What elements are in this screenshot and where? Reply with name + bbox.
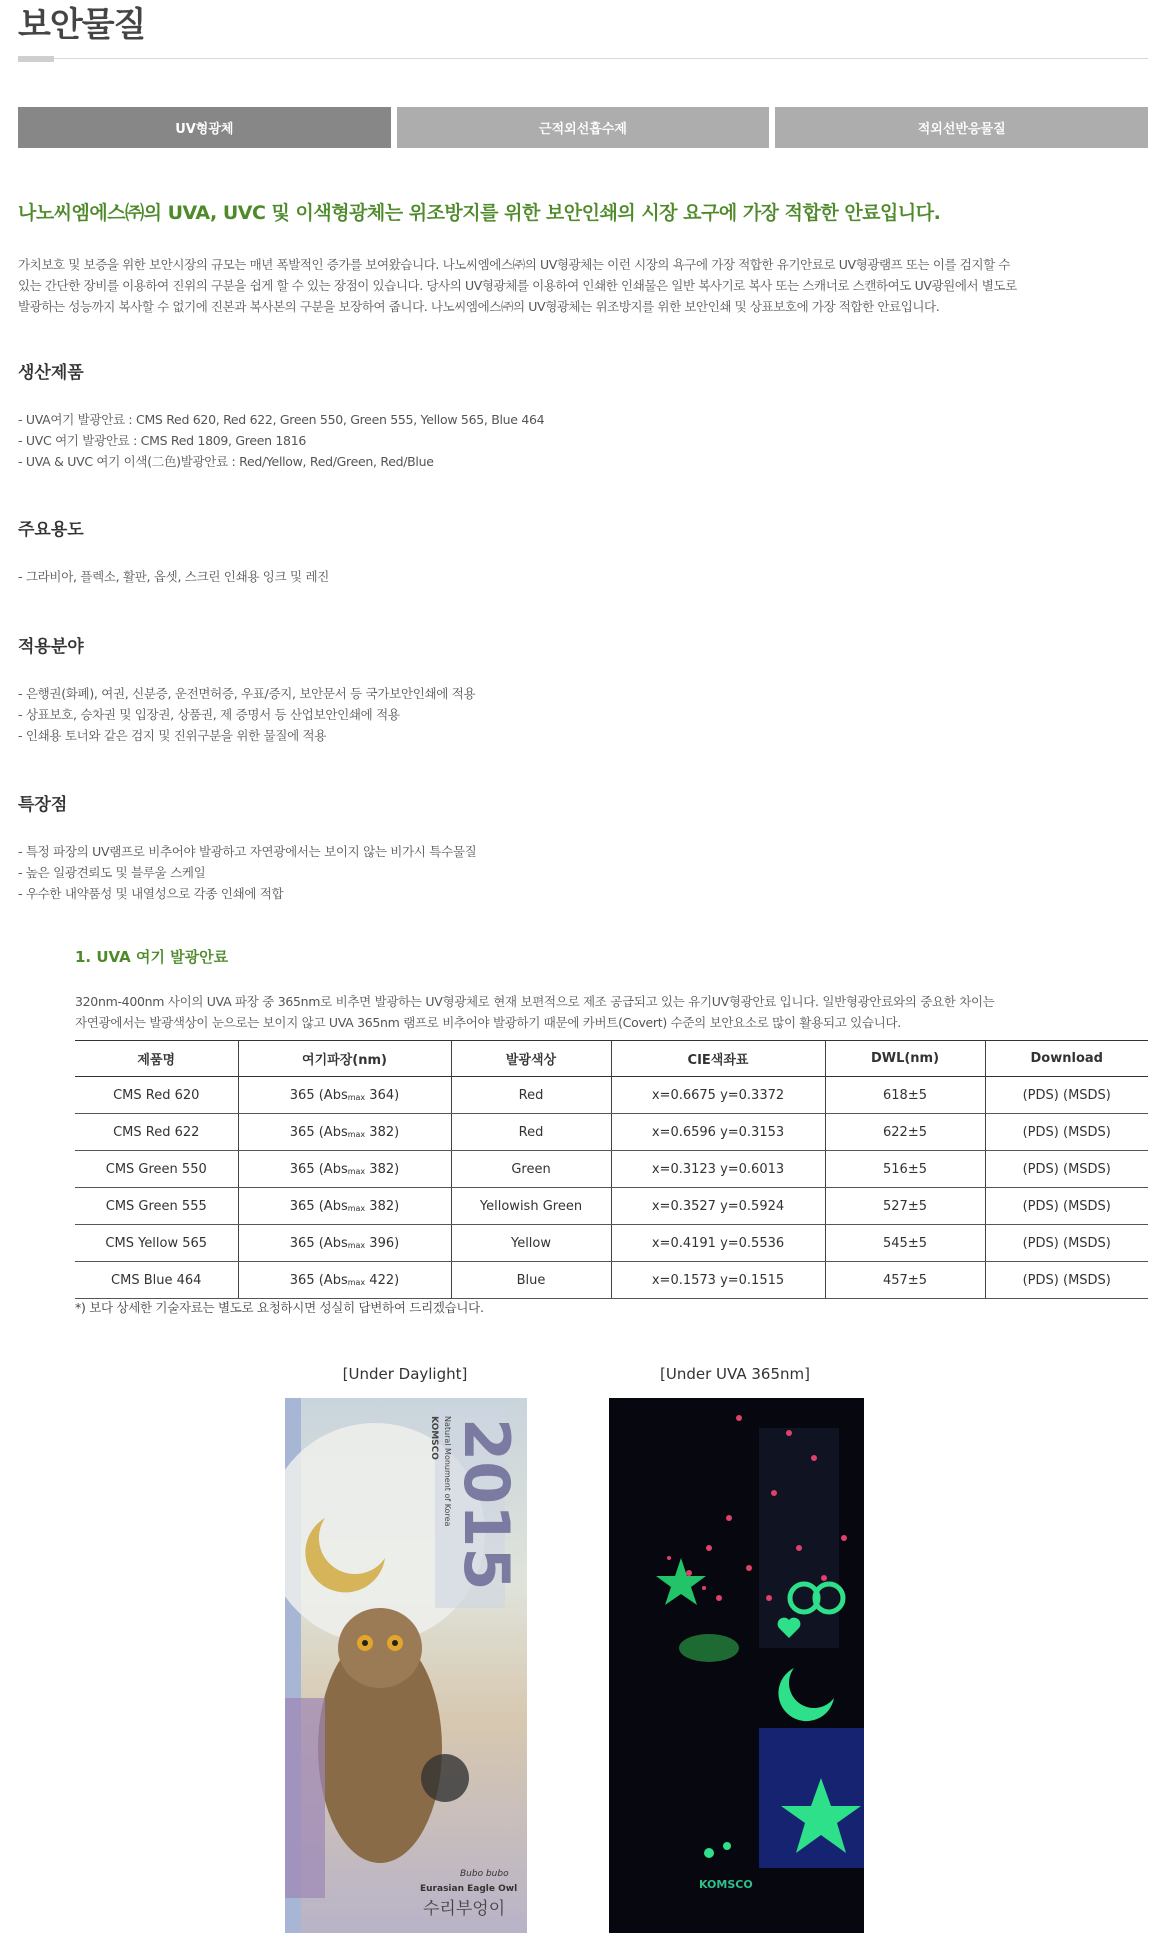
material-tabs xyxy=(18,107,1148,148)
abs-subscript: max xyxy=(347,1277,366,1287)
abs-subscript: max xyxy=(347,1240,366,1250)
list-item: - 높은 일광견뢰도 및 블루울 스케일 xyxy=(18,865,206,880)
page-title: 보안물질 xyxy=(18,5,146,45)
msds-download-link[interactable]: (MSDS) xyxy=(1063,1272,1111,1288)
msds-download-link[interactable]: (MSDS) xyxy=(1063,1087,1111,1103)
download-cell xyxy=(985,1188,1148,1225)
dwl-cell: 545±5 xyxy=(825,1225,985,1262)
abs-prefix: 365 (Abs xyxy=(289,1235,348,1251)
daylight-caption: [Under Daylight] xyxy=(342,1365,468,1383)
abs-close: ) xyxy=(394,1087,400,1103)
banknote-year: 2015 xyxy=(450,1418,523,1591)
col-header-cie: CIE색좌표 xyxy=(611,1041,825,1077)
uva-desc-line: 320nm-400nm 사이의 UVA 파장 중 365nm로 비추면 발광하는 UV형광체로 현재 보편적으로 제조 공급되고 있는 유기UV형광안료 입니다. 일반형광안료와의 중요한 차이는 xyxy=(75,994,995,1009)
section-features xyxy=(18,790,1118,904)
pds-download-link[interactable]: (PDS) xyxy=(1022,1198,1059,1214)
cie-cell: x=0.6596 y=0.3153 xyxy=(611,1114,825,1151)
product-name-cell: CMS Red 622 xyxy=(75,1114,238,1151)
abs-close: ) xyxy=(394,1161,400,1177)
product-name-cell: CMS Red 620 xyxy=(75,1077,238,1114)
emission-color-cell: Green xyxy=(451,1151,611,1188)
cie-cell: x=0.6675 y=0.3372 xyxy=(611,1077,825,1114)
abs-close: ) xyxy=(394,1198,400,1214)
excitation-cell xyxy=(238,1225,451,1262)
msds-download-link[interactable]: (MSDS) xyxy=(1063,1198,1111,1214)
abs-close: ) xyxy=(394,1124,400,1140)
banknote-uva-art xyxy=(609,1398,864,1933)
banknote-subtitle: Natural Monument of Korea xyxy=(443,1416,452,1527)
product-name-cell: CMS Blue 464 xyxy=(75,1262,238,1299)
table-row xyxy=(75,1077,1148,1114)
abs-value: 382 xyxy=(369,1124,395,1140)
download-cell xyxy=(985,1151,1148,1188)
abs-value: 396 xyxy=(369,1235,395,1251)
pds-download-link[interactable]: (PDS) xyxy=(1022,1087,1059,1103)
download-cell xyxy=(985,1077,1148,1114)
abs-prefix: 365 (Abs xyxy=(289,1161,348,1177)
section-title: 특장점 xyxy=(18,795,68,815)
uva-section-title: 1. UVA 여기 발광안료 xyxy=(75,948,229,966)
col-header-dwl: DWL(nm) xyxy=(825,1041,985,1077)
abs-value: 364 xyxy=(369,1087,395,1103)
pds-download-link[interactable]: (PDS) xyxy=(1022,1161,1059,1177)
banknote-name-ko: 수리부엉이 xyxy=(423,1899,506,1919)
list-item: - 우수한 내약품성 및 내열성으로 각종 인쇄에 적합 xyxy=(18,886,284,901)
list-item: - 은행권(화폐), 여권, 신분증, 운전면허증, 우표/증지, 보안문서 등 국가보안인쇄에 적용 xyxy=(18,686,476,701)
abs-prefix: 365 (Abs xyxy=(289,1087,348,1103)
cie-cell: x=0.3527 y=0.5924 xyxy=(611,1188,825,1225)
table-header-row xyxy=(75,1041,1148,1077)
excitation-cell xyxy=(238,1262,451,1299)
dwl-cell: 527±5 xyxy=(825,1188,985,1225)
emission-color-cell: Blue xyxy=(451,1262,611,1299)
banknote-daylight-art xyxy=(285,1398,527,1933)
uva-spec-table xyxy=(75,1040,1148,1299)
msds-download-link[interactable]: (MSDS) xyxy=(1063,1124,1111,1140)
product-name-cell: CMS Green 555 xyxy=(75,1188,238,1225)
list-item: - 그라비아, 플렉소, 활판, 옵셋, 스크린 인쇄용 잉크 및 레진 xyxy=(18,569,330,584)
abs-prefix: 365 (Abs xyxy=(289,1124,348,1140)
abs-subscript: max xyxy=(347,1092,366,1102)
title-accent-bar xyxy=(18,56,54,62)
abs-value: 422 xyxy=(369,1272,395,1288)
intro-text xyxy=(18,254,1148,317)
section-title: 주요용도 xyxy=(18,520,84,540)
abs-prefix: 365 (Abs xyxy=(289,1272,348,1288)
dwl-cell: 516±5 xyxy=(825,1151,985,1188)
banknote-name-en: Eurasian Eagle Owl xyxy=(420,1884,518,1894)
abs-value: 382 xyxy=(369,1198,395,1214)
table-body xyxy=(75,1077,1148,1299)
title-divider xyxy=(18,58,1148,59)
banknote-uva-image xyxy=(609,1398,864,1933)
abs-subscript: max xyxy=(347,1203,366,1213)
section-title: 적용분야 xyxy=(18,637,84,657)
product-name-cell: CMS Green 550 xyxy=(75,1151,238,1188)
section-title: 생산제품 xyxy=(18,363,84,383)
dwl-cell: 457±5 xyxy=(825,1262,985,1299)
col-header-excitation: 여기파장(nm) xyxy=(238,1041,451,1077)
section-fields xyxy=(18,632,1118,746)
uva-caption: [Under UVA 365nm] xyxy=(660,1365,810,1383)
cie-cell: x=0.4191 y=0.5536 xyxy=(611,1225,825,1262)
pds-download-link[interactable]: (PDS) xyxy=(1022,1235,1059,1251)
uva-desc-line: 자연광에서는 발광색상이 눈으로는 보이지 않고 UVA 365nm 램프로 비추어야 발광하기 때문에 카버트(Covert) 수준의 보안요소로 많이 활용되고 있습니다. xyxy=(75,1015,901,1030)
emission-color-cell: Yellowish Green xyxy=(451,1188,611,1225)
list-item: - UVA여기 발광안료 : CMS Red 620, Red 622, Green 550, Green 555, Yellow 565, Blue 464 xyxy=(18,412,545,427)
section-uses xyxy=(18,515,1118,587)
uva-banknote-brand: KOMSCO xyxy=(699,1878,753,1891)
abs-value: 382 xyxy=(369,1161,395,1177)
tech-note: *) 보다 상세한 기술자료는 별도로 요청하시면 성실히 답변하여 드리겠습니다. xyxy=(75,1300,484,1315)
excitation-cell xyxy=(238,1077,451,1114)
intro-line: 있는 간단한 장비를 이용하여 진위의 구분을 쉽게 할 수 있는 장점이 있습니다. 당사의 UV형광체를 이용하여 인쇄한 인쇄물은 일반 복사기로 복사 또는 스캐너로 스캔하여도 UV광원에서 별도로 xyxy=(18,278,1017,293)
download-cell xyxy=(985,1262,1148,1299)
col-header-emission-color: 발광색상 xyxy=(451,1041,611,1077)
table-row xyxy=(75,1225,1148,1262)
abs-close: ) xyxy=(394,1235,400,1251)
intro-line: 발광하는 성능까지 복사할 수 없기에 진본과 복사본의 구분을 보장하여 줍니다. 나노씨엠에스㈜의 UV형광체는 위조방지를 위한 보안인쇄 및 상표보호에 가장 적합한 안료입니다. xyxy=(18,299,940,314)
banknote-brand: KOMSCO xyxy=(429,1416,439,1460)
list-item: - UVC 여기 발광안료 : CMS Red 1809, Green 1816 xyxy=(18,433,307,448)
dwl-cell: 622±5 xyxy=(825,1114,985,1151)
table-row xyxy=(75,1262,1148,1299)
emission-color-cell: Red xyxy=(451,1077,611,1114)
section-products xyxy=(18,358,1118,472)
tab-uv-phosphor[interactable]: UV형광체 xyxy=(18,107,391,148)
cie-cell: x=0.3123 y=0.6013 xyxy=(611,1151,825,1188)
banknote-daylight-image xyxy=(285,1398,527,1933)
msds-download-link[interactable]: (MSDS) xyxy=(1063,1161,1111,1177)
msds-download-link[interactable]: (MSDS) xyxy=(1063,1235,1111,1251)
tab-ir-reactive[interactable]: 적외선반응물질 xyxy=(775,107,1148,148)
abs-subscript: max xyxy=(347,1129,366,1139)
table-row xyxy=(75,1188,1148,1225)
uva-description xyxy=(75,991,1155,1033)
list-item: - 상표보호, 승차권 및 입장권, 상품권, 제 증명서 등 산업보안인쇄에 적용 xyxy=(18,707,400,722)
emission-color-cell: Yellow xyxy=(451,1225,611,1262)
col-header-name: 제품명 xyxy=(75,1041,238,1077)
excitation-cell xyxy=(238,1151,451,1188)
download-cell xyxy=(985,1225,1148,1262)
list-item: - 특정 파장의 UV램프로 비추어야 발광하고 자연광에서는 보이지 않는 비가시 특수물질 xyxy=(18,844,477,859)
tab-nir-absorber[interactable]: 근적외선흡수제 xyxy=(397,107,770,148)
list-item: - UVA & UVC 여기 이색(二色)발광안료 : Red/Yellow, Red/Green, Red/Blue xyxy=(18,454,434,469)
excitation-cell xyxy=(238,1188,451,1225)
abs-subscript: max xyxy=(347,1166,366,1176)
product-name-cell: CMS Yellow 565 xyxy=(75,1225,238,1262)
pds-download-link[interactable]: (PDS) xyxy=(1022,1272,1059,1288)
col-header-download: Download xyxy=(985,1041,1148,1077)
pds-download-link[interactable]: (PDS) xyxy=(1022,1124,1059,1140)
intro-line: 가치보호 및 보증을 위한 보안시장의 규모는 매년 폭발적인 증가를 보여왔습니다. 나노씨엠에스㈜의 UV형광체는 이런 시장의 욕구에 가장 적합한 유기안료로 UV형광램프 또는 이를 검지할 수 xyxy=(18,257,1011,272)
excitation-cell xyxy=(238,1114,451,1151)
table-row xyxy=(75,1114,1148,1151)
abs-prefix: 365 (Abs xyxy=(289,1198,348,1214)
emission-color-cell: Red xyxy=(451,1114,611,1151)
list-item: - 인쇄용 토너와 같은 검지 및 진위구분을 위한 물질에 적용 xyxy=(18,728,327,743)
download-cell xyxy=(985,1114,1148,1151)
abs-close: ) xyxy=(394,1272,400,1288)
headline: 나노씨엠에스㈜의 UVA, UVC 및 이색형광체는 위조방지를 위한 보안인쇄의 시장 요구에 가장 적합한 안료입니다. xyxy=(18,202,941,224)
cie-cell: x=0.1573 y=0.1515 xyxy=(611,1262,825,1299)
table-row xyxy=(75,1151,1148,1188)
banknote-species: Bubo bubo xyxy=(460,1869,509,1879)
dwl-cell: 618±5 xyxy=(825,1077,985,1114)
